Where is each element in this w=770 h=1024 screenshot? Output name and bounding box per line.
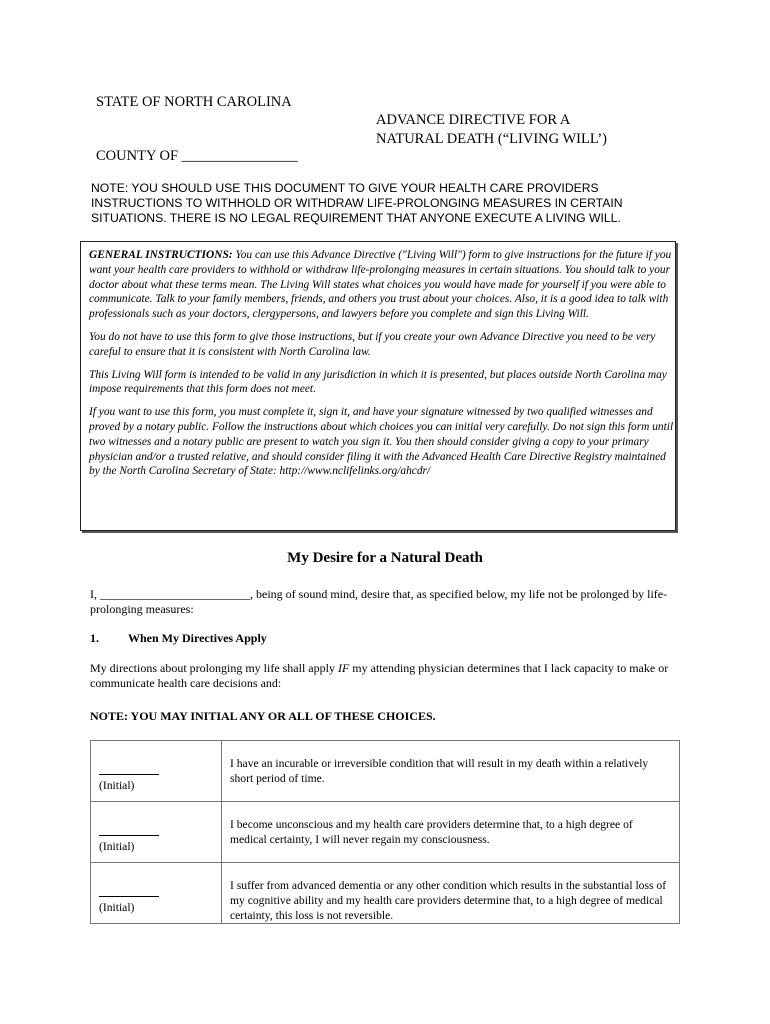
top-note: NOTE: YOU SHOULD USE THIS DOCUMENT TO GIVE YOUR HEALTH CARE PROVIDERS INSTRUCTIONS TO WITHHOLD OR WITHDRAW LIFE-PROLONGING MEASURES IN CERTAIN SITUATIONS. THERE IS NO LEGAL REQUIREMENT THAT ANYONE EXECUTE A LIVING WILL. (91, 181, 623, 225)
choice-text: I become unconscious and my health care providers determine that, to a high degree of medical certainty, I will never regain my consciousness. (222, 802, 680, 863)
general-instructions-box (80, 241, 676, 531)
county-field: COUNTY OF ________________ (96, 148, 298, 164)
directions-text-after: my attending physician determines that I lack capacity to make or communicate health care decisions and: (90, 661, 669, 690)
item-title: When My Directives Apply (128, 631, 267, 645)
choice-text: I have an incurable or irreversible condition that will result in my death within a relatively short period of time. (222, 741, 680, 802)
state-heading: STATE OF NORTH CAROLINA (96, 94, 292, 110)
choice-text: I suffer from advanced dementia or any other condition which results in the substantial loss of my cognitive ability and my health care providers determine that, to a high degree of medical certainty, this loss is not reversible. (222, 863, 680, 924)
initial-label: (Initial) (99, 901, 135, 914)
directions-text-before: My directions about prolonging my life shall apply (90, 661, 338, 675)
instructions-paragraph-1 (89, 248, 676, 322)
intro-statement: I, _________________________, being of sound mind, desire that, as specified below, my life not be prolonged by life-prolonging measures: (90, 587, 668, 616)
instructions-paragraph-3: This Living Will form is intended to be valid in any jurisdiction in which it is presented, but places outside North Carolina may impose requirements that this form does not meet. (89, 368, 667, 396)
document-title-line1: ADVANCE DIRECTIVE FOR A (376, 112, 571, 128)
instructions-p1-text: You can use this Advance Directive ("Living Will") form to give instructions for the future if you want your health care providers to withhold or withdraw life-prolonging measures in certain situations. You should talk to your doctor about what these terms mean. The Living Will states what choices you would have made for yourself if you were able to communicate. Talk to your family members, friends, and others you trust about your choices. Also, it is a good idea to talk with professionals such as your doctors, clergypersons, and lawyers before you complete and sign this Living Will. (89, 249, 672, 321)
choice-row (91, 741, 680, 802)
instructions-paragraph-2: You do not have to use this form to give those instructions, but if you create your own Advance Directive you need to be very careful to ensure that it is consistent with North Carolina law. (89, 330, 656, 358)
choice-row (91, 863, 680, 924)
initial-line[interactable] (99, 896, 159, 897)
directions-text (90, 661, 686, 691)
initial-cell[interactable] (91, 802, 222, 863)
choices-table (90, 740, 680, 924)
initial-label: (Initial) (99, 779, 135, 792)
initial-label: (Initial) (99, 840, 135, 853)
section-title: My Desire for a Natural Death (287, 550, 483, 566)
instructions-lead: GENERAL INSTRUCTIONS: (89, 249, 233, 261)
initial-line[interactable] (99, 835, 159, 836)
choice-row (91, 802, 680, 863)
choices-note: NOTE: YOU MAY INITIAL ANY OR ALL OF THESE CHOICES. (90, 709, 436, 723)
initial-cell[interactable] (91, 741, 222, 802)
item-number: 1. (90, 631, 99, 645)
initial-line[interactable] (99, 774, 159, 775)
document-title-line2: NATURAL DEATH (“LIVING WILL’) (376, 131, 608, 147)
instructions-paragraph-4: If you want to use this form, you must complete it, sign it, and have your signature witnessed by two qualified witnesses and proved by a notary public. Follow the instructions about which choices you can initial very carefully. Do not sign this form until two witnesses and a notary public are present to watch you sign it. You then should consider giving a copy to your primary physician and/or a trusted relative, and should consider filing it with the Advanced Health Care Directive Registry maintained by the North Carolina Secretary of State: http://www.nclifelinks.org/ahcdr/ (89, 406, 674, 478)
document-title (376, 111, 607, 149)
initial-cell[interactable] (91, 863, 222, 924)
directions-if: IF (337, 661, 350, 675)
